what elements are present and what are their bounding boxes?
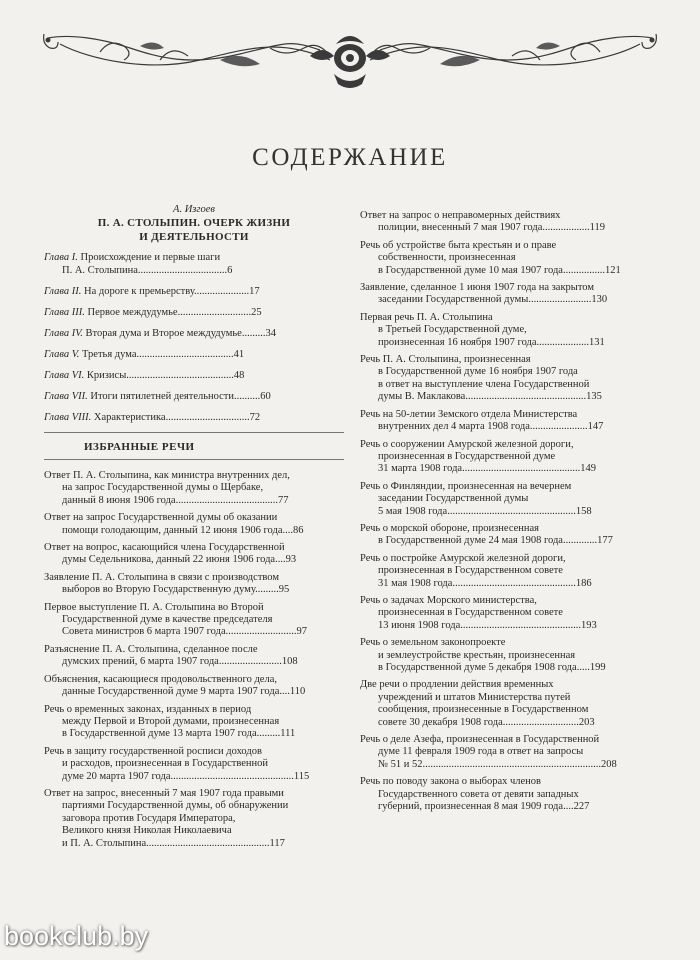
entry-line: Речь П. А. Столыпина, произнесенная	[360, 354, 531, 366]
toc-entry	[44, 572, 344, 597]
leader-dots: .....	[576, 662, 590, 673]
leader-dots: ..................................	[137, 265, 228, 276]
chapter-number: Глава V.	[44, 349, 80, 360]
entry-line: думы Седельникова, данный 22 июня 1906 года....93	[62, 554, 297, 566]
chapter-title: Третья дума	[82, 349, 137, 360]
entry-line: Речь о временных законах, изданных в период	[44, 703, 252, 715]
toc-entry	[360, 439, 656, 476]
toc-entry	[44, 704, 344, 741]
toc-entry	[360, 409, 656, 434]
page-number: 227	[573, 801, 590, 813]
leader-dots: ..........	[234, 391, 261, 402]
entry-line: и расходов, произнесенная в Государственной	[62, 758, 269, 770]
chapter-number: Глава VIII.	[44, 412, 92, 423]
entry-line: 31 марта 1908 года.............................................149	[378, 463, 596, 475]
leader-dots: ....	[282, 524, 294, 536]
chapter-number: Глава VI.	[44, 370, 85, 381]
leader-dots: .............................	[502, 716, 579, 728]
entry-line: Речь о задачах Морского министерства,	[360, 594, 537, 606]
chapter-title-cont: П. А. Столыпина	[62, 265, 138, 276]
entry-line: в Государственной думе 13 марта 1907 года.........111	[62, 728, 296, 740]
page-number: 119	[589, 222, 605, 234]
essay-author: А. Изгоев	[173, 204, 215, 215]
leader-dots: ....	[563, 801, 574, 813]
chapter-entry	[44, 285, 344, 298]
entry-line: думских прений, 6 марта 1907 года........................108	[62, 656, 298, 668]
leader-dots: ........................	[218, 656, 282, 668]
chapter-entry	[44, 251, 344, 277]
entry-line: произнесенная 16 ноября 1907 года....................131	[378, 336, 605, 348]
header-ornament	[40, 30, 660, 92]
entry-line: в ответ на выступление члена Государственной	[378, 378, 590, 390]
leader-dots: ................	[562, 264, 605, 276]
section-title: ИЗБРАННЫЕ РЕЧИ	[84, 441, 195, 453]
toc-entry	[360, 776, 656, 813]
chapter-title: Характеристика	[93, 412, 166, 423]
entry-line: Две речи о продлении действия временных	[360, 679, 554, 691]
speech-list-right	[360, 210, 656, 813]
leader-dots: ...............................................	[452, 577, 576, 589]
page-number: 60	[260, 391, 271, 402]
chapter-title: Итоги пятилетней деятельности	[90, 391, 235, 402]
toc-entry	[360, 210, 656, 235]
chapter-title: Вторая дума и Второе междудумье	[85, 328, 242, 339]
entry-line: Государственного совета от девяти западных	[378, 788, 579, 800]
toc-entry	[44, 788, 344, 850]
entry-line: заседании Государственной думы	[378, 493, 529, 505]
entry-line: заговора против Государя Императора,	[62, 812, 236, 824]
entry-line: в Третьей Государственной думе,	[378, 324, 527, 336]
leader-dots: .........................................	[126, 370, 234, 381]
left-column	[44, 204, 344, 855]
page-number: 149	[580, 463, 596, 475]
page-number: 158	[575, 505, 592, 517]
entry-line: совете 30 декабря 1908 года.............................203	[378, 716, 595, 728]
entry-line: Речь о морской обороне, произнесенная	[360, 522, 540, 534]
entry-line: помощи голодающим, данный 12 июня 1906 года....86	[62, 524, 304, 536]
leader-dots: ......................	[529, 421, 588, 433]
entry-line: Речь о деле Азефа, произнесенная в Государственной	[360, 734, 600, 746]
page-number: 115	[293, 770, 310, 782]
leader-dots: ...............................................	[170, 770, 294, 782]
toc-entry	[360, 679, 656, 729]
entry-line: и П. А. Столыпина...............................................117	[62, 837, 285, 849]
page-number: 6	[227, 265, 233, 276]
entry-line: Речь о сооружении Амурской железной дороги,	[360, 438, 574, 450]
entry-line: учреждений и штатов Министерства путей	[378, 691, 571, 703]
page-number: 147	[587, 421, 604, 433]
chapter-number: Глава II.	[44, 286, 82, 297]
essay-title: П. А. СТОЛЫПИН. ОЧЕРК ЖИЗНИ И ДЕЯТЕЛЬНОСТИ	[97, 217, 291, 243]
page-number: 108	[281, 656, 298, 668]
entry-line: 5 мая 1908 года.................................................158	[378, 505, 592, 517]
leader-dots: ........................	[528, 294, 592, 306]
page-number: 110	[289, 686, 306, 698]
entry-line: Ответ на запрос о неправомерных действиях	[360, 210, 561, 221]
chapter-number: Глава IV.	[44, 328, 83, 339]
page-number: 17	[249, 286, 260, 297]
leader-dots: .........	[255, 584, 279, 596]
chapter-list	[44, 251, 344, 424]
speech-list-left	[44, 470, 344, 850]
entry-line: Речь о земельном законопроекте	[360, 637, 506, 649]
entry-line: сообщения, произнесенные в Государственном	[378, 704, 589, 716]
entry-line: думе 11 февраля 1909 года в ответ на запросы	[378, 746, 584, 758]
entry-line: Великого князя Николая Николаевича	[62, 825, 232, 837]
toc-entry	[360, 523, 656, 548]
entry-line: данные Государственной думе 9 марта 1907 года....110	[62, 686, 306, 698]
entry-line: Государственной думе в качестве председателя	[62, 614, 273, 626]
entry-line: Ответ на запрос, внесенный 7 мая 1907 года правыми	[44, 787, 284, 799]
toc-entry	[44, 644, 344, 669]
entry-line: Первое выступление П. А. Столыпина во Второй	[44, 601, 264, 613]
toc-entry	[44, 602, 344, 639]
page-number: 72	[249, 412, 261, 423]
page-number: 177	[597, 535, 613, 547]
divider	[44, 432, 344, 433]
entry-line: в Государственной думе 24 мая 1908 года.............177	[378, 535, 613, 547]
chapter-title: Первое междудумье	[87, 307, 178, 318]
leader-dots: .........	[241, 328, 266, 339]
page-number: 208	[601, 758, 617, 770]
entry-line: Речь на 50-летии Земского отдела Министерства	[360, 408, 578, 420]
chapter-entry	[44, 390, 344, 403]
chapter-title: Кризисы	[86, 370, 127, 381]
entry-line: собственности, произнесенная	[378, 252, 516, 264]
page-number: 41	[233, 349, 245, 360]
entry-line: произнесенная в Государственном совете	[378, 607, 563, 619]
leader-dots: ....	[279, 686, 290, 698]
entry-line: произнесенная в Государственной думе	[378, 450, 556, 462]
chapter-entry	[44, 369, 344, 382]
entry-line: Заявление, сделанное 1 июня 1907 года на закрытом	[360, 282, 595, 294]
entry-line: губерний, произнесенная 8 мая 1909 года....227	[378, 801, 590, 813]
toc-entry	[360, 312, 656, 349]
entry-line: партиями Государственной думы, об обнаружении	[62, 800, 289, 812]
leader-dots: ....................	[536, 336, 590, 348]
leader-dots: ............................	[177, 307, 252, 318]
entry-line: Речь в защиту государственной росписи доходов	[44, 745, 262, 757]
toc-entry	[360, 354, 656, 404]
entry-line: Ответ на вопрос, касающийся члена Государственной	[44, 542, 285, 554]
entry-line: в Государственной думе 5 декабря 1908 года.....199	[378, 662, 606, 673]
leader-dots: .................................................	[447, 505, 576, 517]
entry-line: Совета министров 6 марта 1907 года...........................97	[62, 626, 307, 638]
entry-line: думы В. Маклакова..............................................135	[378, 391, 602, 403]
chapter-entry	[44, 411, 344, 424]
entry-line: Объяснения, касающиеся продовольственного дела,	[44, 673, 277, 685]
right-column	[360, 210, 656, 818]
page-number: 130	[591, 294, 608, 306]
entry-line: Первая речь П. А. Столыпина	[360, 311, 493, 323]
entry-line: полиции, внесенный 7 мая 1907 года..................119	[378, 222, 605, 234]
entry-line: на запрос Государственной думы о Щербаке,	[62, 482, 264, 494]
chapter-number: Глава III.	[44, 307, 85, 318]
entry-line: Речь об устройстве быта крестьян и о праве	[360, 239, 557, 251]
leader-dots: ...........................	[225, 626, 297, 638]
leader-dots: ..............................................	[465, 391, 587, 403]
chapter-entry	[44, 306, 344, 319]
leader-dots: .....................	[194, 286, 250, 297]
page-number: 193	[581, 619, 597, 631]
toc-entry	[360, 240, 656, 277]
toc-entry	[44, 746, 344, 783]
entry-line: Заявление П. А. Столыпина в связи с производством	[44, 571, 279, 583]
entry-line: выборов во Вторую Государственную думу.........95	[62, 584, 290, 596]
leader-dots: ....	[275, 554, 286, 566]
toc-entry	[44, 512, 344, 537]
page-number: 77	[277, 494, 289, 506]
page-number: 131	[589, 336, 605, 348]
entry-line: 31 мая 1908 года...............................................186	[378, 577, 592, 589]
entry-line: между Первой и Второй думами, произнесенная	[62, 715, 280, 727]
leader-dots: ..................	[542, 222, 590, 234]
divider	[44, 459, 344, 460]
toc-entry	[360, 481, 656, 518]
page-number: 97	[296, 626, 307, 638]
entry-line: Ответ на запрос Государственной думы об оказании	[44, 512, 278, 524]
page-number: 93	[285, 554, 297, 566]
entry-line: в Государственной думе 16 ноября 1907 года	[378, 366, 578, 378]
leader-dots: .......................................	[175, 494, 278, 506]
entry-line: думе 20 марта 1907 года...............................................115	[62, 770, 310, 782]
chapter-title: На дороге к премьерству	[83, 286, 195, 297]
leader-dots: ..............................................	[460, 619, 582, 631]
chapter-entry	[44, 327, 344, 340]
page-number: 117	[269, 837, 285, 849]
entry-line: Речь о постройке Амурской железной дороги,	[360, 552, 566, 564]
entry-line: Разъяснение П. А. Столыпина, сделанное после	[44, 643, 258, 655]
chapter-entry	[44, 348, 344, 361]
page-number: 34	[265, 328, 276, 339]
entry-line: 13 июня 1908 года..............................................193	[378, 619, 597, 631]
page-number: 121	[604, 264, 621, 276]
page-number: 48	[233, 370, 245, 381]
entry-line: данный 8 июня 1906 года.......................................77	[62, 494, 289, 506]
entry-line: Речь о Финляндии, произнесенная на вечернем	[360, 480, 572, 492]
entry-line: Речь по поводу закона о выборах членов	[360, 776, 542, 788]
toc-entry	[44, 674, 344, 699]
chapter-number: Глава VII.	[44, 391, 88, 402]
toc-entry	[360, 637, 656, 674]
page-number: 86	[293, 524, 304, 536]
toc-entry	[44, 470, 344, 507]
toc-entry	[44, 542, 344, 567]
toc-entry	[360, 553, 656, 590]
toc-entry	[360, 734, 656, 771]
entry-line: внутренних дел 4 марта 1908 года......................147	[378, 421, 604, 433]
entry-line: Ответ П. А. Столыпина, как министра внутренних дел,	[44, 470, 290, 481]
entry-line: произнесенная в Государственном совете	[378, 565, 563, 577]
chapter-number: Глава I.	[44, 252, 78, 263]
leader-dots: .....................................	[136, 349, 234, 360]
page-number: 135	[586, 391, 602, 403]
entry-line: в Государственной думе 10 мая 1907 года................121	[378, 264, 621, 276]
leader-dots: ...............................................	[146, 837, 270, 849]
leader-dots: .........	[256, 728, 281, 740]
leader-dots: ....................................................................	[422, 758, 602, 770]
entry-line: и землеустройстве крестьян, произнесенная	[378, 649, 576, 661]
page-number: 25	[251, 307, 262, 318]
leader-dots: .............	[562, 535, 598, 547]
chapter-title: Происхождение и первые шаги	[80, 252, 221, 263]
leader-dots: ................................	[165, 412, 250, 423]
entry-line: заседании Государственной думы........................130	[378, 294, 608, 306]
toc-entry	[360, 282, 656, 307]
page-number: 186	[575, 577, 592, 589]
page-number: 199	[589, 662, 606, 673]
leader-dots: .............................................	[462, 463, 581, 475]
page-number: 111	[280, 728, 296, 740]
page-number: 203	[578, 716, 595, 728]
page-number: 95	[278, 584, 290, 596]
toc-entry	[360, 595, 656, 632]
watermark-text: bookclub.by	[4, 921, 149, 951]
entry-line: № 51 и 52....................................................................208	[378, 758, 617, 770]
page-title: СОДЕРЖАНИЕ	[252, 144, 448, 171]
